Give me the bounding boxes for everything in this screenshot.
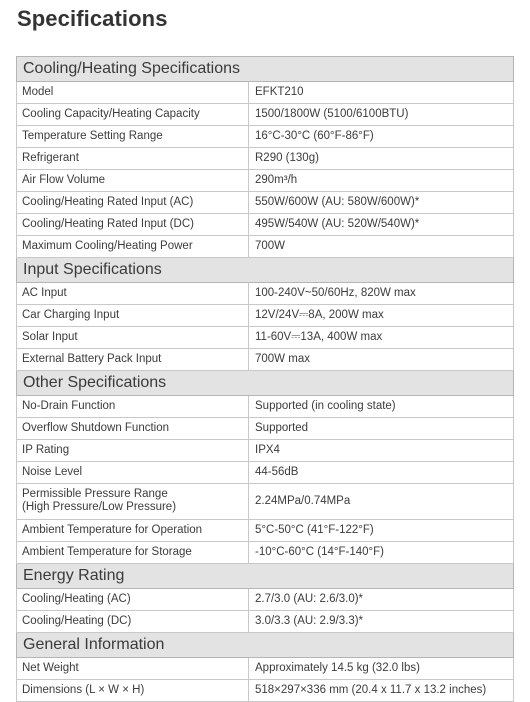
table-row [17, 214, 514, 236]
spec-label: Ambient Temperature for Operation [17, 520, 249, 542]
table-row [17, 418, 514, 440]
spec-label: Cooling Capacity/Heating Capacity [17, 104, 249, 126]
table-row [17, 126, 514, 148]
section-title: Other Specifications [17, 371, 514, 396]
section-title: Input Specifications [17, 258, 514, 283]
spec-label: Cooling/Heating (DC) [17, 611, 249, 633]
spec-value: Supported (in cooling state) [249, 396, 514, 418]
spec-label [17, 484, 249, 520]
spec-label-line: (High Pressure/Low Pressure) [22, 501, 177, 513]
spec-value: 2.7/3.0 (AU: 2.6/3.0)* [249, 589, 514, 611]
spec-value: R290 (130g) [249, 148, 514, 170]
spec-label: Car Charging Input [17, 305, 249, 327]
table-row [17, 305, 514, 327]
spec-value: 100-240V~50/60Hz, 820W max [249, 283, 514, 305]
table-row [17, 520, 514, 542]
spec-label: Air Flow Volume [17, 170, 249, 192]
spec-label: Refrigerant [17, 148, 249, 170]
spec-value: 44-56dB [249, 462, 514, 484]
spec-label: Overflow Shutdown Function [17, 418, 249, 440]
spec-label: Net Weight [17, 658, 249, 680]
spec-label: External Battery Pack Input [17, 349, 249, 371]
spec-value: 550W/600W (AU: 580W/600W)* [249, 192, 514, 214]
spec-label: Cooling/Heating (AC) [17, 589, 249, 611]
section-header-general [17, 633, 514, 658]
spec-value: EFKT210 [249, 82, 514, 104]
table-row [17, 104, 514, 126]
spec-value: 16°C-30°C (60°F-86°F) [249, 126, 514, 148]
page-title: Specifications [17, 6, 168, 31]
spec-label: Maximum Cooling/Heating Power [17, 236, 249, 258]
section-header-input [17, 258, 514, 283]
spec-value: 5°C-50°C (41°F-122°F) [249, 520, 514, 542]
spec-label: Noise Level [17, 462, 249, 484]
spec-label: Cooling/Heating Rated Input (DC) [17, 214, 249, 236]
spec-value: 2.24MPa/0.74MPa [249, 484, 514, 520]
spec-value: 1500/1800W (5100/6100BTU) [249, 104, 514, 126]
spec-value: 495W/540W (AU: 520W/540W)* [249, 214, 514, 236]
table-row [17, 192, 514, 214]
spec-value: Supported [249, 418, 514, 440]
section-header-other [17, 371, 514, 396]
spec-value: -10°C-60°C (14°F-140°F) [249, 542, 514, 564]
table-row [17, 611, 514, 633]
table-row [17, 542, 514, 564]
table-row [17, 283, 514, 305]
spec-label: Temperature Setting Range [17, 126, 249, 148]
table-row [17, 440, 514, 462]
table-row [17, 170, 514, 192]
spec-value: 290m³/h [249, 170, 514, 192]
spec-label: Cooling/Heating Rated Input (AC) [17, 192, 249, 214]
spec-label: Ambient Temperature for Storage [17, 542, 249, 564]
section-title: General Information [17, 633, 514, 658]
spec-label: IP Rating [17, 440, 249, 462]
table-row [17, 327, 514, 349]
table-row [17, 484, 514, 520]
table-row [17, 349, 514, 371]
spec-value: 518×297×336 mm (20.4 x 11.7 x 13.2 inches) [249, 680, 514, 702]
spec-value: 700W [249, 236, 514, 258]
spec-value: Approximately 14.5 kg (32.0 lbs) [249, 658, 514, 680]
spec-label: Solar Input [17, 327, 249, 349]
spec-label: Model [17, 82, 249, 104]
spec-value: 12V/24V⎓8A, 200W max [249, 305, 514, 327]
table-row [17, 82, 514, 104]
table-row [17, 236, 514, 258]
table-row [17, 462, 514, 484]
spec-label: No-Drain Function [17, 396, 249, 418]
spec-label: Dimensions (L × W × H) [17, 680, 249, 702]
section-header-energy-rating [17, 564, 514, 589]
specifications-table [16, 56, 514, 702]
table-row [17, 589, 514, 611]
spec-value: IPX4 [249, 440, 514, 462]
section-header-cooling-heating [17, 57, 514, 82]
table-row [17, 148, 514, 170]
section-title: Cooling/Heating Specifications [17, 57, 514, 82]
spec-label: AC Input [17, 283, 249, 305]
table-row [17, 396, 514, 418]
spec-value: 3.0/3.3 (AU: 2.9/3.3)* [249, 611, 514, 633]
spec-value: 11-60V⎓13A, 400W max [249, 327, 514, 349]
section-title: Energy Rating [17, 564, 514, 589]
table-row [17, 658, 514, 680]
table-row [17, 680, 514, 702]
spec-value: 700W max [249, 349, 514, 371]
spec-label-line: Permissible Pressure Range [22, 488, 168, 500]
